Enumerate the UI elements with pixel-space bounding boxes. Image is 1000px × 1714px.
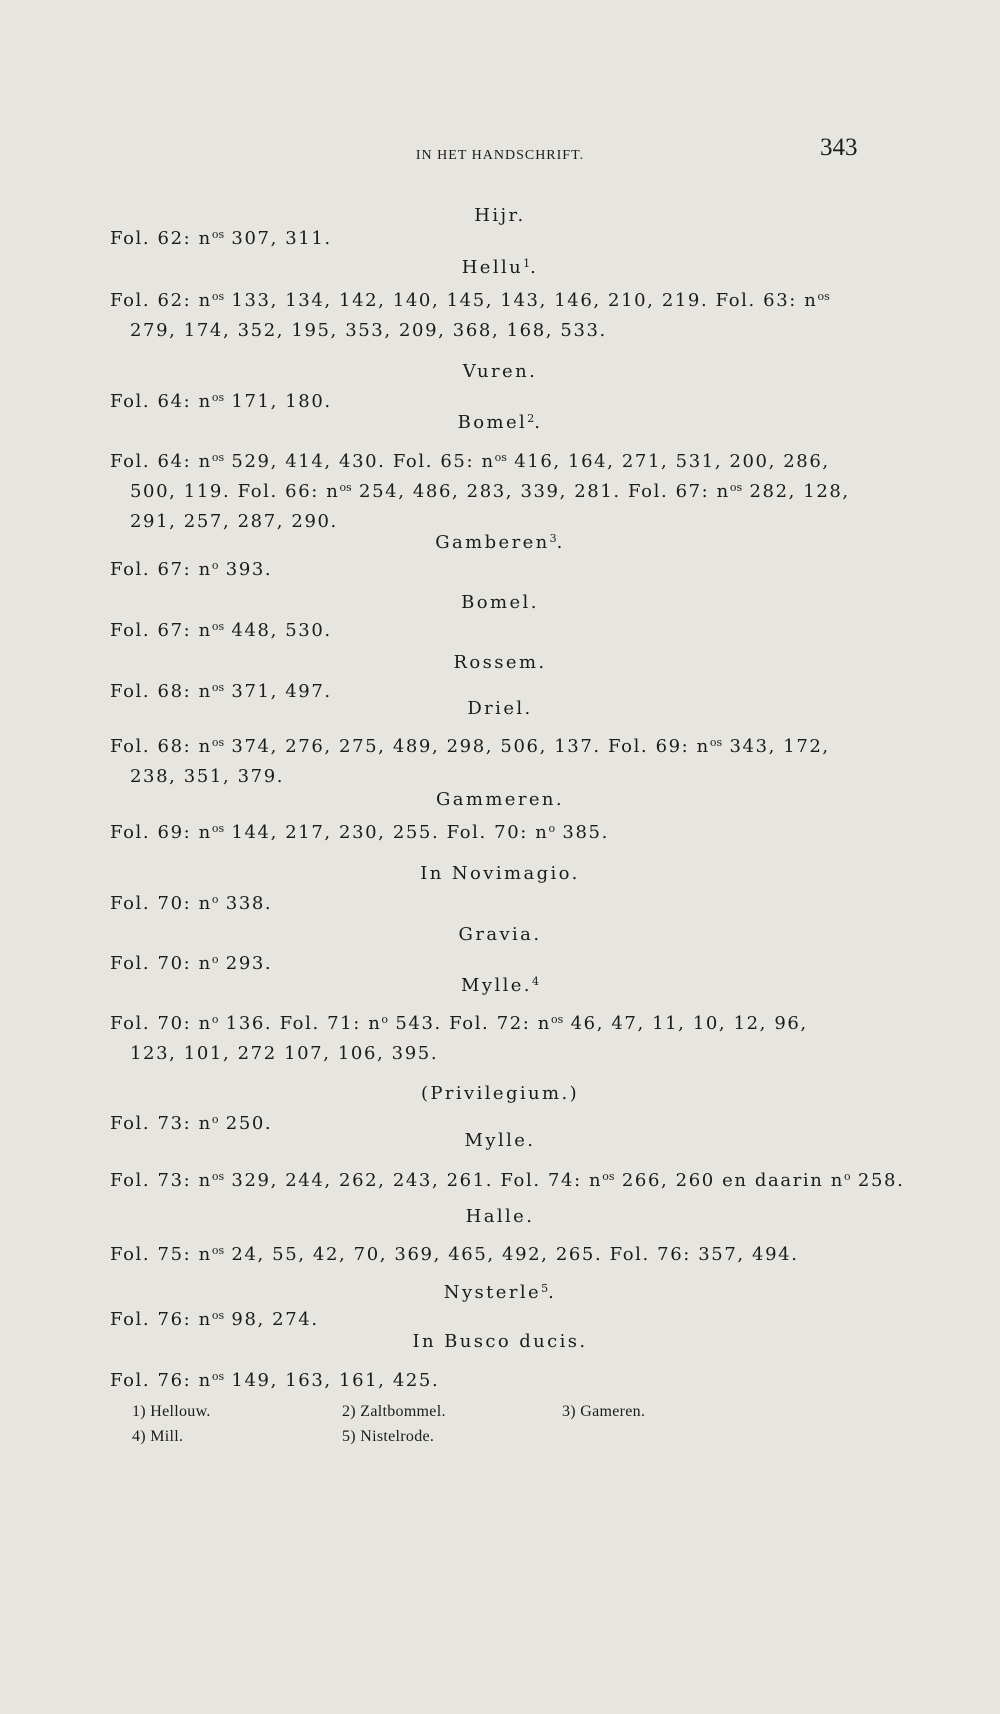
footnote <box>342 1428 434 1446</box>
footnote-mark: 3) <box>562 1403 576 1420</box>
place-heading: Bomel$^2$. <box>457 412 543 433</box>
folio-line: Fol. 62: $n^{os}$ 307, 311. <box>110 228 332 249</box>
folio-line-continued: 500, 119. Fol. 66: $n^{os}$ 254, 486, 283, 339, 281. Fol. 67: $n^{os}$ 282, 128, <box>130 481 850 502</box>
place-heading: Hijr. <box>474 205 526 226</box>
folio-line: Fol. 68: $n^{os}$ 374, 276, 275, 489, 298, 506, 137. Fol. 69: $n^{os}$ 343, 172, <box>110 736 830 757</box>
folio-line: Fol. 70: $n^o$ 338. <box>110 893 273 914</box>
folio-line: Fol. 76: $n^{os}$ 98, 274. <box>110 1309 319 1330</box>
place-heading: Mylle. <box>464 1130 536 1151</box>
page-number: 343 <box>820 134 858 161</box>
place-heading: In Busco ducis. <box>412 1331 588 1352</box>
folio-line: Fol. 64: $n^{os}$ 171, 180. <box>110 391 332 412</box>
footnote-mark: 5) <box>342 1428 356 1445</box>
place-heading: Gammeren. <box>435 789 565 810</box>
folio-line-continued: 123, 101, 272 107, 106, 395. <box>130 1043 439 1064</box>
footnote-text: Zaltbommel. <box>360 1403 446 1420</box>
place-heading: Gravia. <box>458 924 542 945</box>
folio-line-continued: 279, 174, 352, 195, 353, 209, 368, 168, 533. <box>130 320 607 341</box>
footnote <box>132 1403 211 1421</box>
place-heading: Halle. <box>465 1206 535 1227</box>
place-heading: Rossem. <box>453 652 547 673</box>
folio-line: Fol. 68: $n^{os}$ 371, 497. <box>110 681 332 702</box>
footnote-text: Hellouw. <box>150 1403 211 1420</box>
folio-line: Fol. 67: $n^{os}$ 448, 530. <box>110 620 332 641</box>
folio-line-continued: 238, 351, 379. <box>130 766 285 787</box>
footnote-text: Gameren. <box>580 1403 646 1420</box>
place-heading: Gamberen$^3$. <box>435 532 565 553</box>
footnote-text: Mill. <box>150 1428 184 1445</box>
folio-line: Fol. 67: $n^o$ 393. <box>110 559 273 580</box>
folio-line: Fol. 70: $n^o$ 136. Fol. 71: $n^o$ 543. Fol. 72: $n^{os}$ 46, 47, 11, 10, 12, 96, <box>110 1013 808 1034</box>
place-heading: Vuren. <box>462 361 538 382</box>
folio-line: Fol. 64: $n^{os}$ 529, 414, 430. Fol. 65: $n^{os}$ 416, 164, 271, 531, 200, 286, <box>110 451 830 472</box>
footnote-mark: 4) <box>132 1428 146 1445</box>
footnote-mark: 1) <box>132 1403 146 1420</box>
running-head: IN HET HANDSCHRIFT. <box>415 148 585 163</box>
place-heading: Driel. <box>467 698 533 719</box>
place-heading: (Privilegium.) <box>420 1083 580 1104</box>
place-heading: Hellu$^1$. <box>461 257 539 278</box>
folio-line-continued: 291, 257, 287, 290. <box>130 511 338 532</box>
place-heading: Mylle.$^4$ <box>461 975 539 996</box>
folio-line: Fol. 70: $n^o$ 293. <box>110 953 273 974</box>
footnote <box>342 1403 446 1421</box>
footnote-mark: 2) <box>342 1403 356 1420</box>
footnote <box>132 1428 183 1446</box>
footnote-text: Nistelrode. <box>360 1428 435 1445</box>
footnote <box>562 1403 645 1421</box>
place-heading: Bomel. <box>461 592 539 613</box>
folio-line: Fol. 75: $n^{os}$ 24, 55, 42, 70, 369, 465, 492, 265. Fol. 76: 357, 494. <box>110 1244 799 1265</box>
folio-line: Fol. 73: $n^{os}$ 329, 244, 262, 243, 261. Fol. 74: $n^{os}$ 266, 260 en daarin $n^o$ 258. <box>110 1170 905 1191</box>
place-heading: In Novimagio. <box>420 863 580 884</box>
place-heading: Nysterle$^5$. <box>443 1282 557 1303</box>
folio-line: Fol. 73: $n^o$ 250. <box>110 1113 273 1134</box>
folio-line: Fol. 69: $n^{os}$ 144, 217, 230, 255. Fol. 70: $n^o$ 385. <box>110 822 609 843</box>
folio-line: Fol. 62: $n^{os}$ 133, 134, 142, 140, 145, 143, 146, 210, 219. Fol. 63: $n^{os}$ <box>110 290 830 311</box>
folio-line: Fol. 76: $n^{os}$ 149, 163, 161, 425. <box>110 1370 440 1391</box>
